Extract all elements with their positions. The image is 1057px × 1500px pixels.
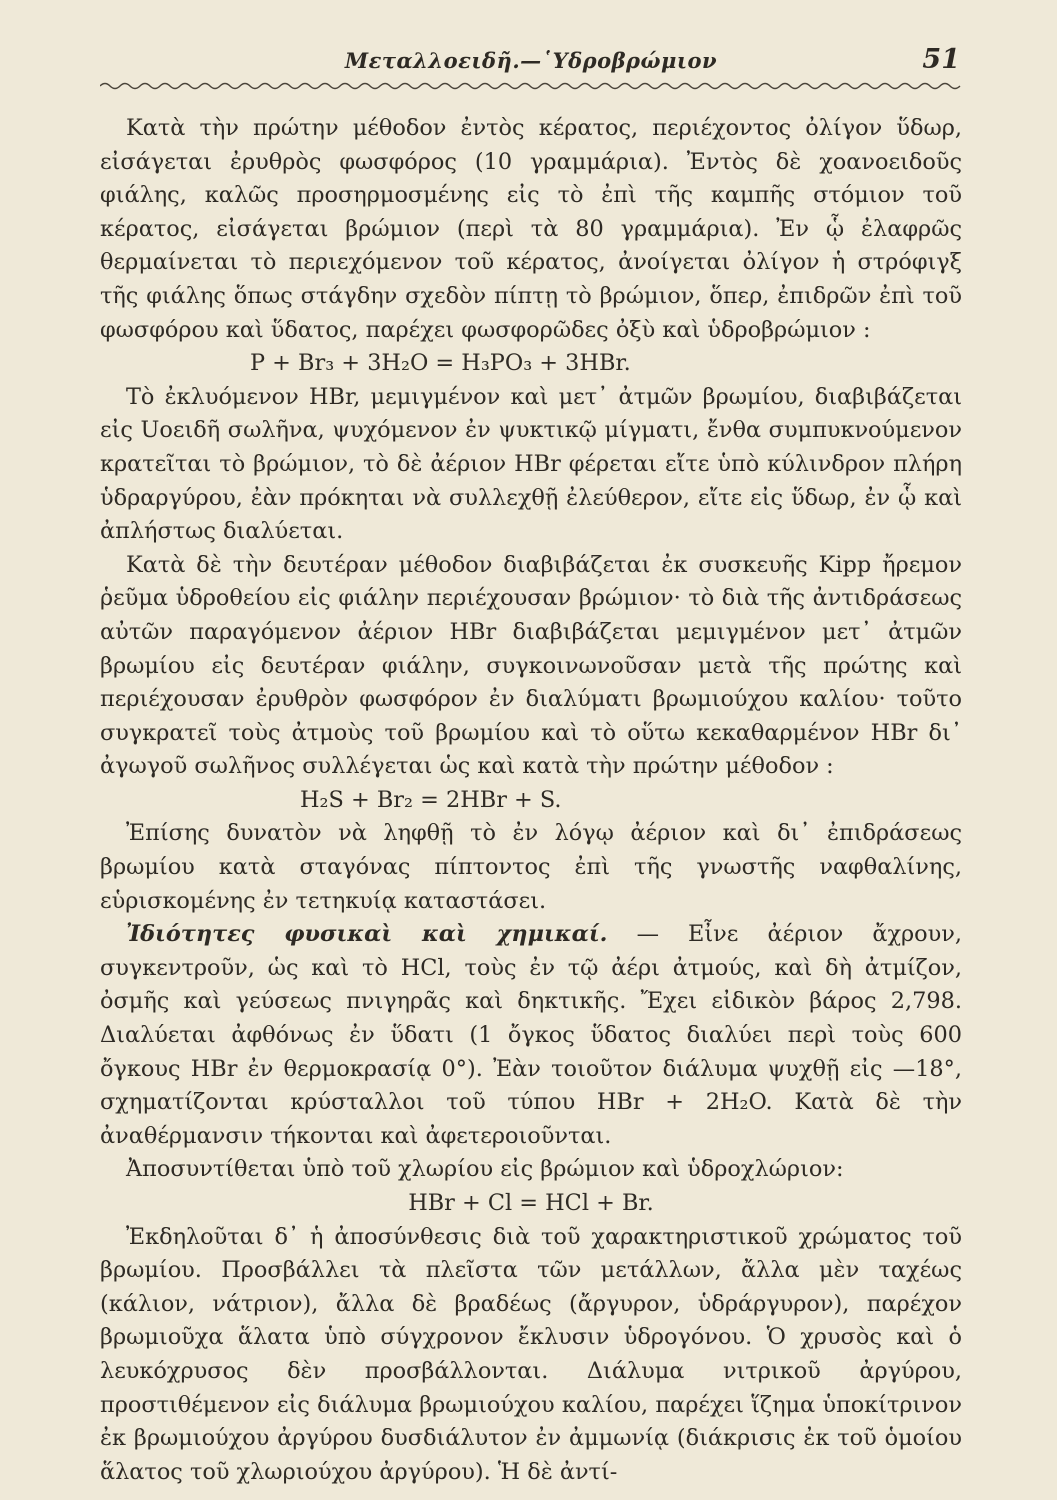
paragraph-7: Ἐκδηλοῦται δ᾽ ἡ ἀποσύνθεσις διὰ τοῦ χαρακτηριστικοῦ χρώματος τοῦ βρωμίου. Προσβάλλει τὰ πλεῖστα τῶν μετάλλων, ἄλλα μὲν ταχέως (κάλιον, νάτριον), ἄλλα δὲ βραδέως (ἄργυρον, ὑδράργυρον), παρέχον βρωμιοῦχα ἅλατα ὑπὸ σύγχρονον ἔκλυσιν ὑδρογόνου. Ὁ χρυσὸς καὶ ὁ λευκόχρυσος δὲν προσβάλλονται. Διάλυμα νιτρικοῦ ἀργύρου, προστιθέμενον εἰς διάλυμα βρωμιούχου καλίου, παρέχει ἵζημα ὑποκίτρινον ἐκ βρωμιούχου ἀργύρου δυσδιάλυτον ἐν ἀμμωνίᾳ (διάκρισις ἐκ τοῦ ὁμοίου ἅλατος τοῦ χλωριούχου ἀργύρου). Ἡ δὲ ἀντί-: [100, 1223, 962, 1485]
paragraph-4: Ἐπίσης δυνατὸν νὰ ληφθῇ τὸ ἐν λόγῳ ἀέριον καὶ δι᾽ ἐπιδράσεως βρωμίου κατὰ σταγόνας πίπτοντος ἐπὶ τῆς γνωστῆς ναφθαλίνης, εὑρισκομένης ἐν τετηκυίᾳ καταστάσει.: [100, 820, 962, 914]
page-number: 51: [922, 44, 960, 75]
paragraph-5-text: — Εἶνε ἀέριον ἄχρουν, συγκεντροῦν, ὡς καὶ τὸ HCl, τοὺς ἐν τῷ ἀέρι ἀτμούς, καὶ δὴ ἀτμίζον, ὀσμῆς καὶ γεύσεως πνιγηρᾶς καὶ δηκτικῆς. Ἔχει εἰδικὸν βάρος 2,798. Διαλύεται ἀφθόνως ἐν ὕδατι (1 ὄγκος ὕδατος διαλύει περὶ τοὺς 600 ὄγκους HBr ἐν θερμοκρασίᾳ 0°). Ἐὰν τοιοῦτον διάλυμα ψυχθῇ εἰς —18°, σχηματίζονται κρύσταλλοι τοῦ τύπου HBr + 2H₂O. Κατὰ δὲ τὴν ἀναθέρμανσιν τήκονται καὶ ἀφετεροιοῦνται.: [100, 921, 962, 1149]
paragraph-5: [100, 918, 962, 1153]
page-body: [100, 112, 962, 1489]
page-header: [100, 44, 962, 84]
paragraph-6: Ἀποσυντίθεται ὑπὸ τοῦ χλωρίου εἰς βρώμιον καὶ ὑδροχλώριον:: [126, 1156, 844, 1183]
running-title: Μεταλλοειδῆ.—῾Υδροβρώμιον: [344, 48, 718, 73]
equation-2-line: [100, 784, 962, 818]
equation-2: H₂S + Br₂ = 2HBr + S.: [300, 786, 562, 813]
header-rule-ornament: [100, 80, 962, 92]
equation-3: HBr + Cl = HCl + Br.: [408, 1190, 654, 1216]
section-heading: Ἰδιότητες φυσικαὶ καὶ χημικαί.: [126, 921, 608, 948]
paragraph-1: Κατὰ τὴν πρώτην μέθοδον ἐντὸς κέρατος, περιέχοντος ὀλίγον ὕδωρ, εἰσάγεται ἐρυθρὸς φωσφόρος (10 γραμμάρια). Ἐντὸς δὲ χοανοειδοῦς φιάλης, καλῶς προσηρμοσμένης εἰς τὸ ἐπὶ τῆς καμπῆς στόμιον τοῦ κέρατος, εἰσάγεται βρώμιον (περὶ τὰ 80 γραμμάρια). Ἐν ᾧ ἐλαφρῶς θερμαίνεται τὸ περιεχόμενον τοῦ κέρατος, ἀνοίγεται ὀλίγον ἡ στρόφιγξ τῆς φιάλης ὅπως στάγδην σχεδὸν πίπτῃ τὸ βρώμιον, ὅπερ, ἐπιδρῶν ἐπὶ τοῦ φωσφόρου καὶ ὕδατος, παρέχει φωσφορῶδες ὀξὺ καὶ ὑδροβρώμιον :: [100, 115, 962, 343]
paragraph-2: Τὸ ἐκλυόμενον HBr, μεμιγμένον καὶ μετ᾽ ἀτμῶν βρωμίου, διαβιβάζεται εἰς Uοειδῆ σωλῆνα, ψυχόμενον ἐν ψυκτικῷ μίγματι, ἔνθα συμπυκνούμενον κρατεῖται τὸ βρώμιον, τὸ δὲ ἀέριον HBr φέρεται εἴτε ὑπὸ κύλινδρον πλήρη ὑδραργύρου, ἐὰν πρόκηται νὰ συλλεχθῇ ἐλεύθερον, εἴτε εἰς ὕδωρ, ἐν ᾧ καὶ ἀπλήστως διαλύεται.: [100, 383, 962, 545]
equation-1-line: [100, 347, 962, 381]
paragraph-3: Κατὰ δὲ τὴν δευτέραν μέθοδον διαβιβάζεται ἐκ συσκευῆς Kipp ἤρεμον ῥεῦμα ὑδροθείου εἰς φιάλην περιέχουσαν βρώμιον· τὸ διὰ τῆς ἀντιδράσεως αὐτῶν παραγόμενον ἀέριον HBr διαβιβάζεται μεμιγμένον μετ᾽ ἀτμῶν βρωμίου εἰς δευτέραν φιάλην, συγκοινωνοῦσαν μετὰ τῆς πρώτης καὶ περιέχουσαν ἐρυθρὸν φωσφόρον ἐν διαλύματι βρωμιούχου καλίου· τοῦτο συγκρατεῖ τοὺς ἀτμοὺς τοῦ βρωμίου καὶ τὸ οὕτω κεκαθαρμένον HBr δι᾽ ἀγωγοῦ σωλῆνος συλλέγεται ὡς καὶ κατὰ τὴν πρώτην μέθοδον :: [100, 551, 962, 780]
equation-1: P + Br₃ + 3H₂O = H₃PO₃ + 3HBr.: [250, 350, 631, 377]
